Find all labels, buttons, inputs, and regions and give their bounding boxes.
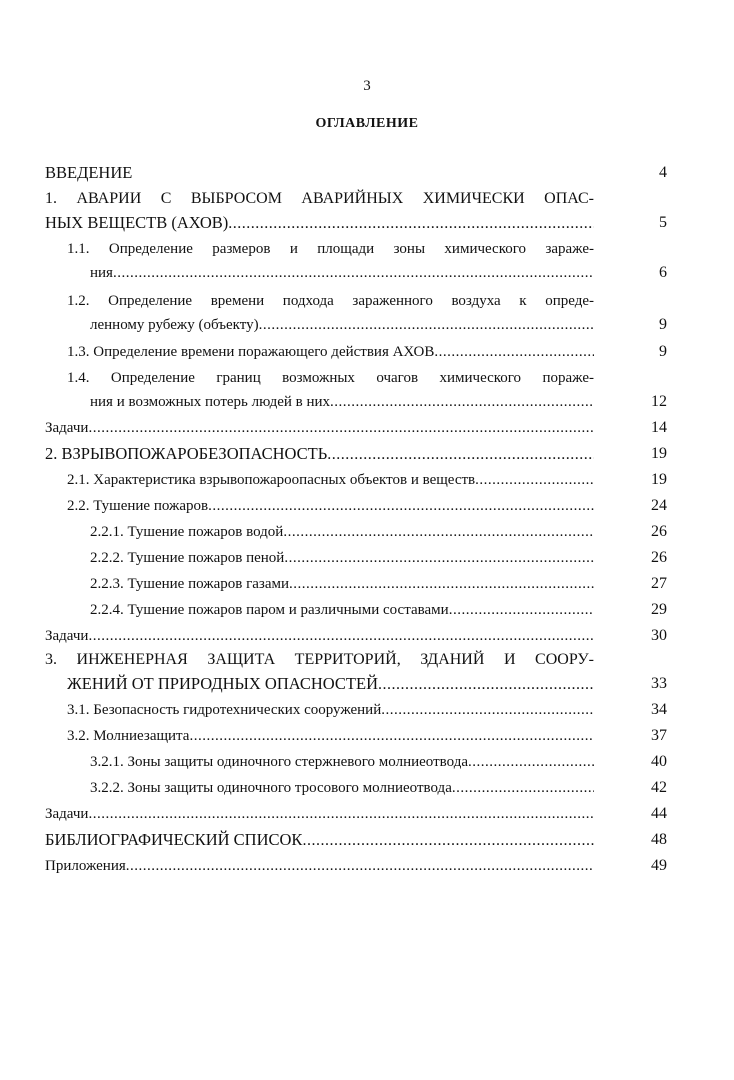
toc-entry-text: 2.2. Тушение пожаров [67,498,209,514]
toc-entry-2-2-1 [0,519,734,546]
toc-page-number: 5 [659,214,667,231]
toc-page-number: 40 [651,753,667,770]
toc-entry-text: ВВЕДЕНИЕ [45,163,133,182]
toc-entry-text: 2.2.2. Тушение пожаров пеной [90,550,285,566]
toc-leader-dots [330,389,594,415]
toc-entry-text-line2: ленному рубежу (объекту) [90,317,259,333]
toc-page-number: 9 [659,316,667,333]
toc-entry-2-2-2 [0,545,734,572]
toc-leader-dots [113,260,594,286]
toc-entry-text: 2. ВЗРЫВОПОЖАРОБЕЗОПАСНОСТЬ [45,444,328,463]
toc-leader-dots [189,723,594,749]
toc-leader-dots [302,828,594,854]
toc-page-number: 12 [651,393,667,410]
toc-leader-dots [289,571,594,597]
toc-entry-appendices [0,853,734,880]
toc-entry-text-line2: ЖЕНИЙ ОТ ПРИРОДНЫХ ОПАСНОСТЕЙ [67,674,378,693]
toc-entry-1-2-cont [0,312,734,339]
toc-entry-2-2 [0,493,734,520]
toc-leader-dots [468,749,594,775]
toc-entry-text: 2.1. Характеристика взрывопожароопасных объектов и веществ [67,472,476,488]
toc-entry-text: Задачи [45,628,89,644]
toc-entry-tasks-2 [0,623,734,650]
toc-page-number: 34 [651,701,667,718]
toc-entry-chapter-1 [0,186,734,213]
page-title: ОГЛАВЛЕНИЕ [315,116,419,131]
toc-entry-text-line2: ния [90,265,113,281]
toc-entry-text-line2: НЫХ ВЕЩЕСТВ (АХОВ) [45,213,229,232]
toc-page-number: 44 [651,805,667,822]
toc-entry-text-line2: ния и возможных потерь людей в них [90,394,331,410]
toc-page-number: 48 [651,831,667,848]
toc-entry-1-2 [0,288,734,315]
toc-entry-2-1 [0,467,734,494]
toc-page-number: 14 [651,419,667,436]
toc-page-number: 49 [651,857,667,874]
toc-entry-text: БИБЛИОГРАФИЧЕСКИЙ СПИСОК [45,830,303,849]
toc-leader-dots [126,853,594,879]
toc-entry-1-4 [0,365,734,392]
toc-page-number: 6 [659,264,667,281]
toc-entry-3-2-2 [0,775,734,802]
toc-leader-dots [88,623,594,649]
toc-leader-dots [449,597,594,623]
toc-page-number: 9 [659,343,667,360]
toc-entry-text-line1: 1.1. Определение размеров и площади зоны химического зараже- [67,241,594,257]
toc-entry-introduction [0,160,734,187]
toc-leader-dots [283,519,594,545]
toc-entry-chapter-3-cont [0,671,734,698]
toc-entry-text: 3.2.1. Зоны защиты одиночного стержневого молниеотвода [90,754,468,770]
toc-entry-2-2-4 [0,597,734,624]
toc-page-number: 26 [651,523,667,540]
toc-entry-1-1 [0,236,734,263]
toc-leader-dots [434,339,594,365]
toc-leader-dots [327,442,594,468]
toc-leader-dots [88,415,594,441]
toc-leader-dots [208,493,594,519]
toc-page-number: 19 [651,471,667,488]
toc-entry-text: Задачи [45,806,89,822]
toc-entry-text-line1: 1. АВАРИИ С ВЫБРОСОМ АВАРИЙНЫХ ХИМИЧЕСКИ ОПАС- [45,190,594,207]
toc-entry-1-3 [0,339,734,366]
toc-leader-dots [284,545,594,571]
toc-entry-text: 1.3. Определение времени поражающего действия АХОВ [67,344,435,360]
toc-leader-dots [259,312,594,338]
toc-leader-dots [452,775,594,801]
toc-entry-2-2-3 [0,571,734,598]
toc-entry-text: 2.2.3. Тушение пожаров газами [90,576,290,592]
toc-page-number: 4 [659,164,667,181]
toc-entry-chapter-1-cont [0,210,734,237]
toc-entry-bibliography [0,827,734,854]
toc-page-number: 30 [651,627,667,644]
toc-entry-tasks-3 [0,801,734,828]
toc-leader-dots [228,211,594,237]
toc-entry-1-4-cont [0,389,734,416]
toc-entry-text: 3.1. Безопасность гидротехнических сооружений [67,702,382,718]
toc-entry-text: Приложения [45,858,126,874]
toc-entry-3-1 [0,697,734,724]
toc-page-number: 27 [651,575,667,592]
toc-leader-dots [381,697,594,723]
toc-entry-3-2 [0,723,734,750]
toc-leader-dots [88,801,594,827]
toc-page-number: 42 [651,779,667,796]
toc-entry-text-line1: 3. ИНЖЕНЕРНАЯ ЗАЩИТА ТЕРРИТОРИЙ, ЗДАНИЙ И СООРУ- [45,651,594,668]
toc-page-number: 24 [651,497,667,514]
toc-entry-chapter-2 [0,441,734,468]
toc-entry-text: Задачи [45,420,89,436]
toc-entry-chapter-3 [0,647,734,674]
toc-entry-tasks-1 [0,415,734,442]
toc-leader-dots [475,467,594,493]
toc-entry-text: 3.2. Молниезащита [67,728,190,744]
toc-entry-text-line1: 1.2. Определение времени подхода зараженного воздуха к опреде- [67,293,594,309]
toc-page-number: 37 [651,727,667,744]
toc-page-number: 26 [651,549,667,566]
toc-page-number: 33 [651,675,667,692]
toc-entry-3-2-1 [0,749,734,776]
page-number: 3 [363,78,371,94]
toc-entry-text: 2.2.4. Тушение пожаров паром и различными составами [90,602,449,618]
toc-entry-text: 3.2.2. Зоны защиты одиночного тросового молниеотвода [90,780,452,796]
toc-page-number: 29 [651,601,667,618]
toc-page-number: 19 [651,445,667,462]
toc-leader-dots [378,672,594,698]
toc-entry-1-1-cont [0,260,734,287]
toc-entry-text: 2.2.1. Тушение пожаров водой [90,524,284,540]
toc-entry-text-line1: 1.4. Определение границ возможных очагов химического пораже- [67,370,594,386]
